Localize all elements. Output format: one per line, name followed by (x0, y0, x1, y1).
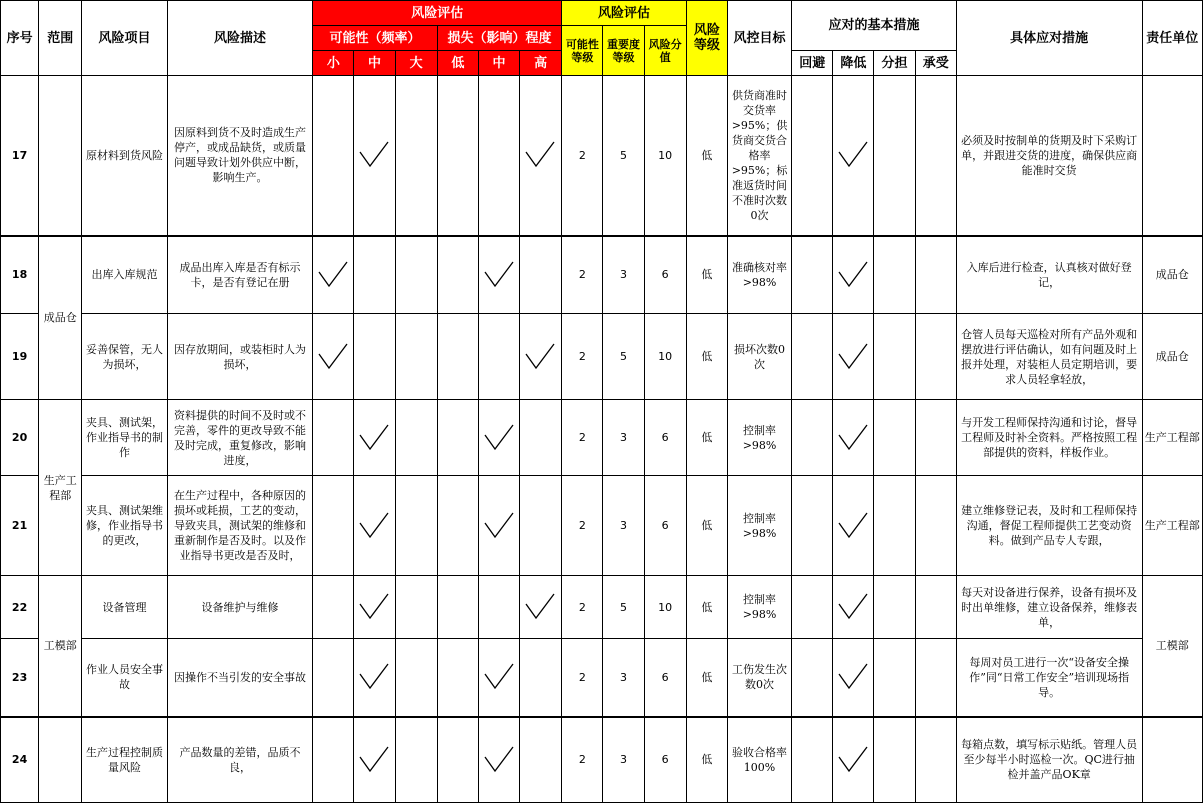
table-row (1, 314, 1203, 400)
cell-mid (354, 717, 395, 803)
cell-small (313, 639, 354, 717)
row-item: 设备管理 (82, 576, 167, 639)
cell-accept (915, 400, 956, 476)
row-importance: 3 (603, 717, 644, 803)
header-poss-level: 可能性等级 (562, 26, 603, 76)
cell-high (520, 314, 562, 400)
row-measure: 建立维修登记表，及时和工程师保持沟通，督促工程师提供工艺变动资料。做到产品专人专跟， (956, 476, 1142, 576)
row-desc: 成品出库入库是否有标示卡，是否有登记在册 (167, 236, 313, 314)
cell-accept (915, 639, 956, 717)
row-importance: 3 (603, 476, 644, 576)
row-resp-mold: 工模部 (1142, 576, 1202, 717)
row-resp: 生产工程部 (1142, 476, 1202, 576)
table-row (1, 639, 1203, 717)
cell-low (437, 400, 478, 476)
cell-reduce (833, 314, 874, 400)
group-mold: 工模部 (39, 576, 82, 717)
cell-mid2 (478, 576, 519, 639)
cell-reduce (833, 76, 874, 236)
header-high: 高 (520, 51, 562, 76)
row-importance: 3 (603, 400, 644, 476)
row-desc: 因存放期间，或装柜时人为损坏， (167, 314, 313, 400)
cell-mid (354, 576, 395, 639)
row-seq: 22 (1, 576, 39, 639)
cell-share (874, 576, 915, 639)
row-seq: 20 (1, 400, 39, 476)
cell-small (313, 314, 354, 400)
header-resp: 责任单位 (1142, 1, 1202, 76)
row-scope (39, 76, 82, 236)
check-mark-icon (835, 423, 871, 453)
row-measure: 每箱点数，填写标示贴纸。管理人员至少每半小时巡检一次。QC进行抽检并盖产品OK章 (956, 717, 1142, 803)
cell-low (437, 576, 478, 639)
cell-low (437, 476, 478, 576)
row-importance: 5 (603, 576, 644, 639)
cell-high (520, 717, 562, 803)
row-poss-level: 2 (562, 76, 603, 236)
row-seq: 19 (1, 314, 39, 400)
cell-avoid (792, 576, 833, 639)
check-mark-icon (356, 592, 392, 622)
row-desc: 资料提供的时间不及时或不完善，零件的更改导致不能及时完成，重复修改，影响进度， (167, 400, 313, 476)
row-seq: 23 (1, 639, 39, 717)
cell-accept (915, 236, 956, 314)
row-target: 控制率>98% (727, 476, 791, 576)
cell-mid2 (478, 639, 519, 717)
cell-avoid (792, 236, 833, 314)
cell-mid2 (478, 400, 519, 476)
check-mark-icon (356, 745, 392, 775)
group-prod-eng: 生产工程部 (39, 400, 82, 576)
row-item: 生产过程控制质量风险 (82, 717, 167, 803)
row-target: 验收合格率100% (727, 717, 791, 803)
header-scope: 范围 (39, 1, 82, 76)
row-desc: 设备维护与维修 (167, 576, 313, 639)
cell-share (874, 400, 915, 476)
row-score: 6 (644, 236, 686, 314)
header-possibility: 可能性（频率） (313, 26, 437, 51)
table-row (1, 236, 1203, 314)
header-risk-eval-1: 风险评估 (313, 1, 562, 26)
row-measure: 每天对设备进行保养，设备有损坏及时出单维修，建立设备保养，维修表单， (956, 576, 1142, 639)
cell-accept (915, 314, 956, 400)
cell-share (874, 76, 915, 236)
cell-high (520, 236, 562, 314)
check-mark-icon (835, 342, 871, 372)
cell-avoid (792, 476, 833, 576)
row-importance: 5 (603, 314, 644, 400)
cell-reduce (833, 639, 874, 717)
row-level: 低 (686, 76, 727, 236)
cell-high (520, 576, 562, 639)
cell-avoid (792, 314, 833, 400)
check-mark-icon (481, 423, 517, 453)
row-resp: 成品仓 (1142, 236, 1202, 314)
cell-mid (354, 476, 395, 576)
cell-reduce (833, 717, 874, 803)
cell-low (437, 639, 478, 717)
cell-avoid (792, 717, 833, 803)
cell-low (437, 717, 478, 803)
cell-mid2 (478, 717, 519, 803)
cell-low (437, 236, 478, 314)
header-accept: 承受 (915, 51, 956, 76)
row-item: 作业人员安全事故 (82, 639, 167, 717)
header-risk-desc: 风险描述 (167, 1, 313, 76)
table-row (1, 717, 1203, 803)
cell-mid (354, 639, 395, 717)
row-poss-level: 2 (562, 576, 603, 639)
check-mark-icon (522, 140, 558, 170)
header-big: 大 (395, 51, 437, 76)
cell-small (313, 476, 354, 576)
row-measure: 必须及时按制单的货期及时下采购订单，并跟进交货的进度，确保供应商能准时交货 (956, 76, 1142, 236)
cell-reduce (833, 236, 874, 314)
row-score: 6 (644, 717, 686, 803)
cell-low (437, 314, 478, 400)
header-control-target: 风控目标 (727, 1, 791, 76)
table-row (1, 576, 1203, 639)
header-reduce: 降低 (833, 51, 874, 76)
table-row (1, 400, 1203, 476)
check-mark-icon (356, 662, 392, 692)
row-level: 低 (686, 717, 727, 803)
check-mark-icon (835, 662, 871, 692)
row-seq: 21 (1, 476, 39, 576)
cell-small (313, 76, 354, 236)
row-target: 供货商准时交货率>95%；供货商交货合格率>95%；标准返货时间不准时次数0次 (727, 76, 791, 236)
cell-big (395, 236, 437, 314)
row-importance: 5 (603, 76, 644, 236)
table-row (1, 476, 1203, 576)
row-poss-level: 2 (562, 314, 603, 400)
cell-mid2 (478, 314, 519, 400)
header-risk-score: 风险分值 (644, 26, 686, 76)
row-score: 10 (644, 576, 686, 639)
check-mark-icon (481, 662, 517, 692)
row-importance: 3 (603, 639, 644, 717)
header-importance: 重要度等级 (603, 26, 644, 76)
cell-big (395, 314, 437, 400)
check-mark-icon (835, 745, 871, 775)
cell-reduce (833, 476, 874, 576)
cell-share (874, 476, 915, 576)
row-score: 6 (644, 476, 686, 576)
cell-big (395, 576, 437, 639)
row-measure: 每周对员工进行一次“设备安全操作”同“日常工作安全”培训现场指导。 (956, 639, 1142, 717)
cell-mid2 (478, 476, 519, 576)
row-resp: 成品仓 (1142, 314, 1202, 400)
cell-mid (354, 314, 395, 400)
check-mark-icon (481, 511, 517, 541)
cell-reduce (833, 400, 874, 476)
row-measure: 入库后进行检查，认真核对做好登记， (956, 236, 1142, 314)
row-poss-level: 2 (562, 400, 603, 476)
cell-small (313, 717, 354, 803)
row-desc: 因原料到货不及时造成生产停产，或成品缺货，或质量问题导致计划外供应中断，影响生产。 (167, 76, 313, 236)
row-resp (1142, 76, 1202, 236)
cell-high (520, 639, 562, 717)
header-seq: 序号 (1, 1, 39, 76)
cell-mid (354, 400, 395, 476)
header-small: 小 (313, 51, 354, 76)
row-target: 准确核对率>98% (727, 236, 791, 314)
header-risk-eval-2: 风险评估 (562, 1, 687, 26)
row-measure: 仓管人员每天巡检对所有产品外观和摆放进行评估确认，如有问题及时上报并处理，对装柜人员定期培训，要求人员轻拿轻放， (956, 314, 1142, 400)
check-mark-icon (835, 140, 871, 170)
row-level: 低 (686, 476, 727, 576)
cell-accept (915, 76, 956, 236)
row-poss-level: 2 (562, 476, 603, 576)
table-row (1, 76, 1203, 236)
header-mid2: 中 (478, 51, 519, 76)
cell-share (874, 236, 915, 314)
row-level: 低 (686, 576, 727, 639)
row-scope (39, 717, 82, 803)
cell-accept (915, 476, 956, 576)
group-finished-goods: 成品仓 (39, 236, 82, 400)
cell-high (520, 400, 562, 476)
row-score: 6 (644, 400, 686, 476)
row-target: 控制率>98% (727, 576, 791, 639)
row-seq: 18 (1, 236, 39, 314)
cell-mid (354, 236, 395, 314)
header-mid: 中 (354, 51, 395, 76)
header-avoid: 回避 (792, 51, 833, 76)
header-risk-level: 风险等级 (686, 1, 727, 76)
check-mark-icon (356, 423, 392, 453)
row-item: 夹具、测试架，作业指导书的制作 (82, 400, 167, 476)
row-level: 低 (686, 314, 727, 400)
row-poss-level: 2 (562, 236, 603, 314)
cell-mid2 (478, 236, 519, 314)
row-level: 低 (686, 400, 727, 476)
header-low: 低 (437, 51, 478, 76)
row-target: 控制率>98% (727, 400, 791, 476)
row-item: 妥善保管，无人为损坏， (82, 314, 167, 400)
row-poss-level: 2 (562, 717, 603, 803)
check-mark-icon (522, 592, 558, 622)
cell-big (395, 639, 437, 717)
cell-small (313, 236, 354, 314)
cell-share (874, 717, 915, 803)
check-mark-icon (835, 592, 871, 622)
row-desc: 产品数量的差错，品质不良， (167, 717, 313, 803)
check-mark-icon (356, 140, 392, 170)
cell-small (313, 576, 354, 639)
cell-big (395, 476, 437, 576)
header-basic-measures: 应对的基本措施 (792, 1, 957, 51)
check-mark-icon (522, 342, 558, 372)
row-resp: 生产工程部 (1142, 400, 1202, 476)
header-share: 分担 (874, 51, 915, 76)
cell-accept (915, 717, 956, 803)
cell-share (874, 639, 915, 717)
row-score: 10 (644, 314, 686, 400)
cell-share (874, 314, 915, 400)
cell-small (313, 400, 354, 476)
cell-high (520, 476, 562, 576)
row-desc: 因操作不当引发的安全事故 (167, 639, 313, 717)
row-poss-level: 2 (562, 639, 603, 717)
row-score: 10 (644, 76, 686, 236)
check-mark-icon (835, 260, 871, 290)
cell-low (437, 76, 478, 236)
check-mark-icon (481, 260, 517, 290)
row-target: 工伤发生次数0次 (727, 639, 791, 717)
row-item: 原材料到货风险 (82, 76, 167, 236)
row-target: 损坏次数0次 (727, 314, 791, 400)
check-mark-icon (481, 745, 517, 775)
row-seq: 24 (1, 717, 39, 803)
row-score: 6 (644, 639, 686, 717)
row-seq: 17 (1, 76, 39, 236)
check-mark-icon (835, 511, 871, 541)
cell-accept (915, 576, 956, 639)
cell-mid2 (478, 76, 519, 236)
row-desc: 在生产过程中，各种原因的损坏或耗损，工艺的变动，导致夹具，测试架的维修和重新制作是否及时。以及作业指导书更改是否及时， (167, 476, 313, 576)
header-loss: 损失（影响）程度 (437, 26, 562, 51)
cell-reduce (833, 576, 874, 639)
cell-avoid (792, 639, 833, 717)
cell-avoid (792, 400, 833, 476)
row-level: 低 (686, 639, 727, 717)
row-level: 低 (686, 236, 727, 314)
check-mark-icon (315, 342, 351, 372)
check-mark-icon (315, 260, 351, 290)
row-resp (1142, 717, 1202, 803)
header-specific: 具体应对措施 (956, 1, 1142, 76)
row-item: 出库入库规范 (82, 236, 167, 314)
cell-big (395, 717, 437, 803)
cell-big (395, 400, 437, 476)
check-mark-icon (356, 511, 392, 541)
row-item: 夹具、测试架维修，作业指导书的更改， (82, 476, 167, 576)
row-measure: 与开发工程师保持沟通和讨论，督导工程师及时补全资料。严格按照工程部提供的资料，样板作业。 (956, 400, 1142, 476)
cell-high (520, 76, 562, 236)
row-importance: 3 (603, 236, 644, 314)
header-risk-item: 风险项目 (82, 1, 167, 76)
cell-avoid (792, 76, 833, 236)
cell-big (395, 76, 437, 236)
cell-mid (354, 76, 395, 236)
